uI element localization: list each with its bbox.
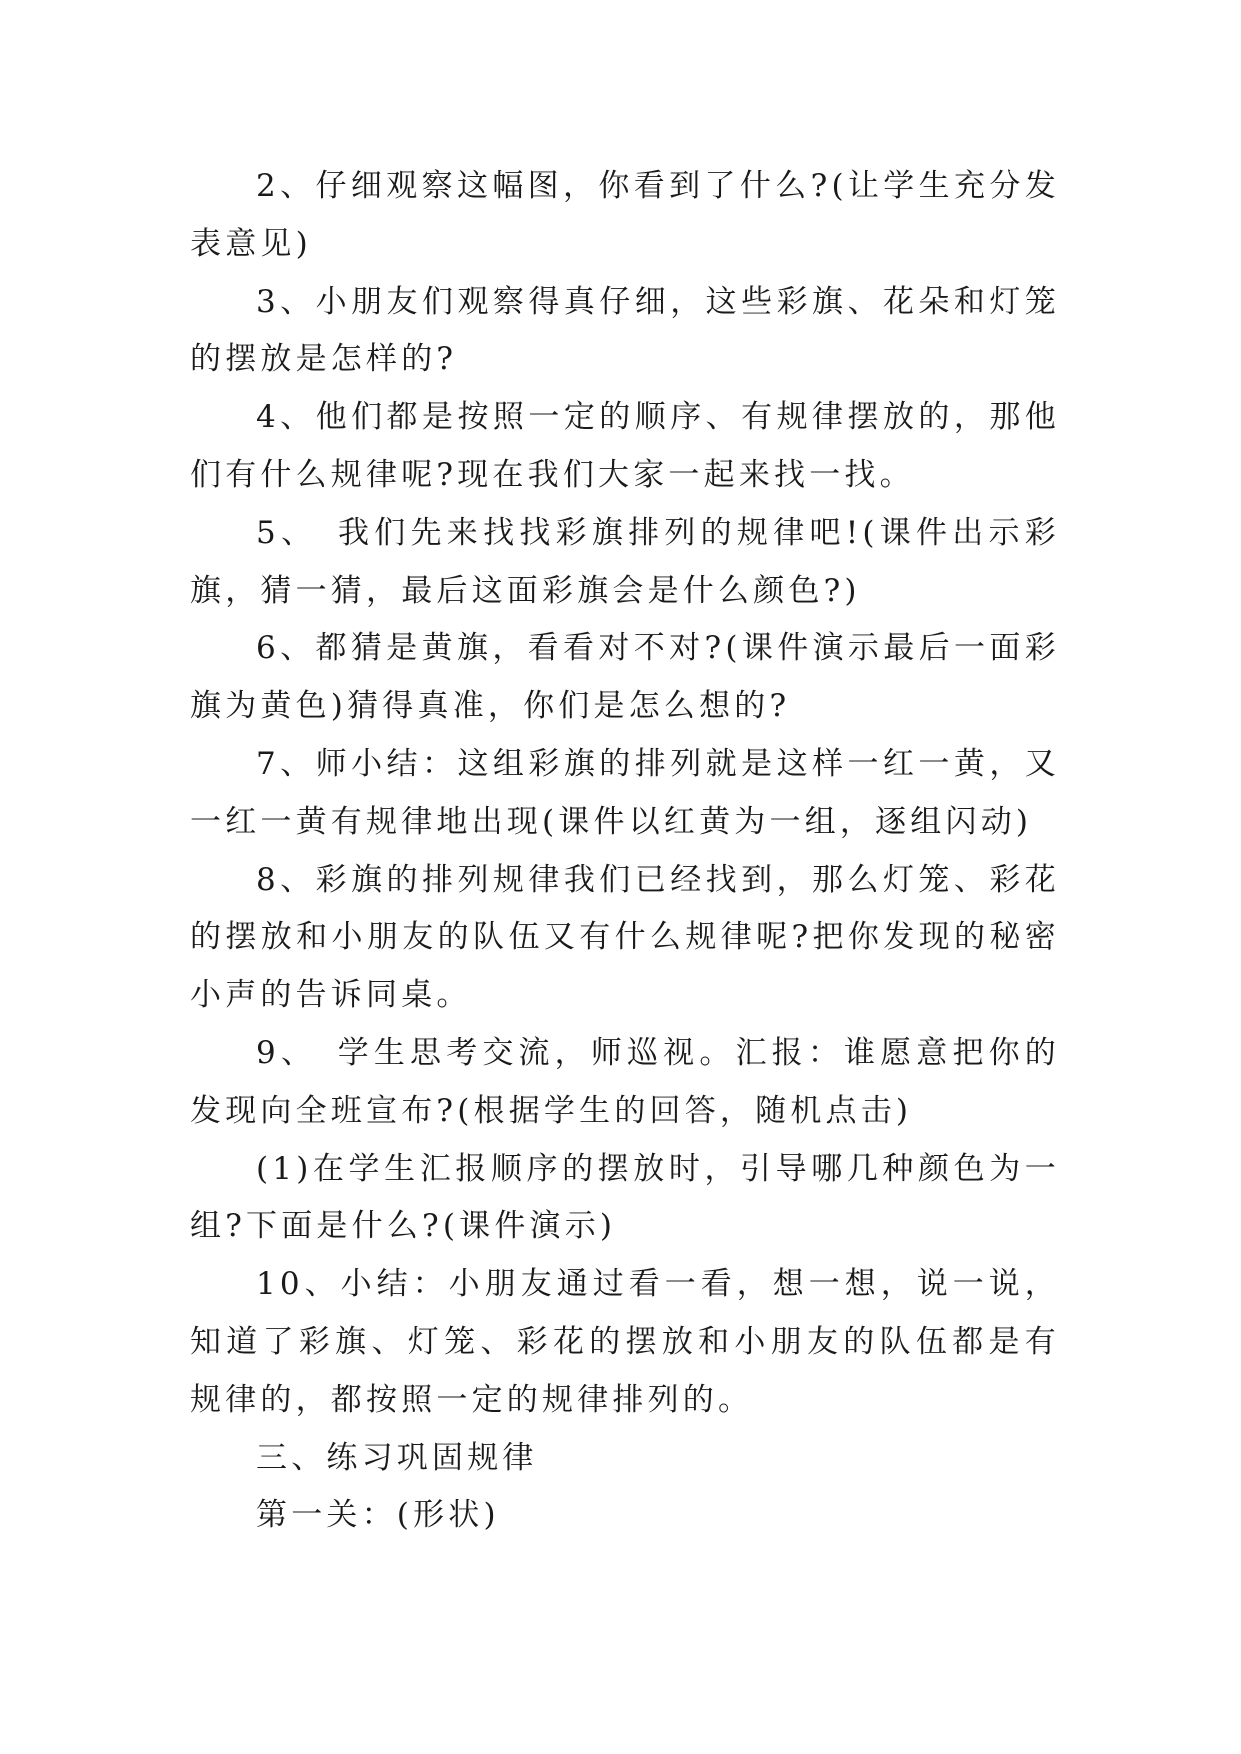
level-heading: 第一关：(形状)	[256, 1497, 500, 1534]
paragraph-step-7: 7、师小结：这组彩旗的排列就是这样一红一黄，又一红一黄有规律地出现(课件以红黄为一组，逐组闪动)	[190, 745, 1060, 840]
section-heading: 三、练习巩固规律	[256, 1439, 538, 1476]
paragraph-step-6: 6、都猜是黄旗，看看对不对?(课件演示最后一面彩旗为黄色)猜得真准，你们是怎么想的?	[190, 630, 1060, 725]
paragraph-step-10: 10、小结：小朋友通过看一看，想一想，说一说，知道了彩旗、灯笼、彩花的摆放和小朋友的队伍都是有规律的，都按照一定的规律排列的。	[190, 1266, 1060, 1418]
paragraph-step-4: 4、他们都是按照一定的顺序、有规律摆放的，那他们有什么规律呢?现在我们大家一起来找一找。	[190, 399, 1060, 493]
paragraph-step-8: 8、彩旗的排列规律我们已经找到，那么灯笼、彩花的摆放和小朋友的队伍又有什么规律呢?把你发现的秘密小声的告诉同桌。	[190, 861, 1060, 1014]
paragraph-step-3: 3、小朋友们观察得真仔细，这些彩旗、花朵和灯笼的摆放是怎样的?	[190, 283, 1060, 378]
paragraph-sub-1: (1)在学生汇报顺序的摆放时，引导哪几种颜色为一组?下面是什么?(课件演示)	[190, 1150, 1060, 1245]
document-body	[190, 158, 1060, 1545]
paragraph-step-5: 5、 我们先来找找彩旗排列的规律吧!(课件出示彩旗，猜一猜，最后这面彩旗会是什么颜色?)	[190, 514, 1060, 609]
paragraph-step-9: 9、 学生思考交流，师巡视。汇报：谁愿意把你的发现向全班宣布?(根据学生的回答，随机点击)	[190, 1034, 1060, 1129]
paragraph-step-2: 2、仔细观察这幅图，你看到了什么?(让学生充分发表意见)	[190, 168, 1060, 262]
